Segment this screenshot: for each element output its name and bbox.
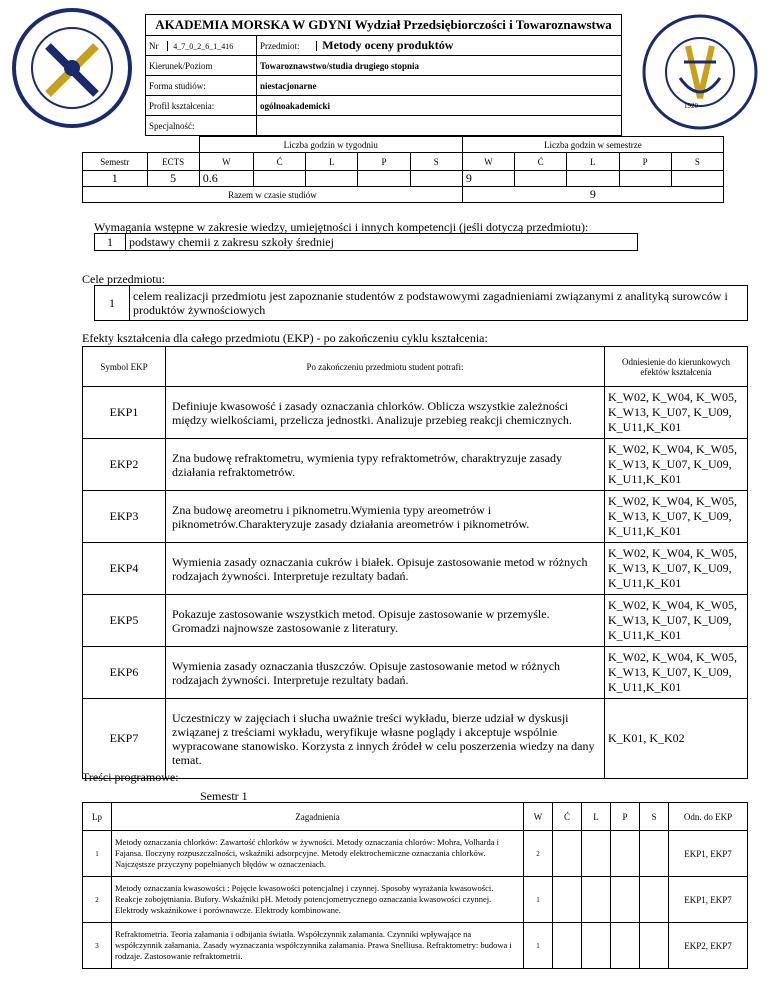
col-symbol: Symbol EKP	[83, 347, 166, 387]
field-label: Kierunek/Poziom	[146, 56, 257, 76]
weekly-hours-label: Liczba godzin w tygodniu	[199, 137, 462, 153]
effect-reference: K_W02, K_W04, K_W05, K_W13, K_U07, K_U09, K_U11,K_K01	[605, 491, 748, 543]
effect-description: Definiuje kwasowość i zasady oznaczania chlorków. Oblicza wszystkie zależności między wielkościami, przelicza jednostki. Analizuje przebieg reakcji chemicznych.	[166, 387, 605, 439]
total-value: 9	[462, 187, 723, 203]
effect-reference: K_W02, K_W04, K_W05, K_W13, K_U07, K_U09, K_U11,K_K01	[605, 647, 748, 699]
col-semestr: Semestr	[83, 153, 148, 171]
content-lp: 2	[83, 877, 112, 923]
content-row	[83, 877, 748, 923]
nr-label: Nr	[146, 41, 168, 51]
document-title: AKADEMIA MORSKA W GDYNI Wydział Przedsiębiorczości i Towaroznawstwa	[146, 15, 622, 36]
effect-reference: K_W02, K_W04, K_W05, K_W13, K_U07, K_U09, K_U11,K_K01	[605, 543, 748, 595]
val-l	[306, 171, 358, 187]
goal-text: celem realizacji przedmiotu jest zapoznanie studentów z podstawowymi zagadnieniami związanymi z analityką surowców i produktów żywnościowych	[130, 286, 748, 321]
col-s-content: S	[640, 803, 669, 831]
col-ekp-ref: Odn. do EKP	[669, 803, 748, 831]
col-lp: Lp	[83, 803, 112, 831]
requirement-text: podstawy chemii z zakresu szkoły średniej	[126, 234, 638, 251]
academy-year: 1920	[684, 102, 698, 110]
effect-symbol: EKP5	[83, 595, 166, 647]
faculty-logo	[8, 6, 136, 134]
content-w: 1	[524, 923, 553, 969]
val-c-sem	[515, 171, 567, 187]
subject-label: Przedmiot:	[257, 41, 317, 51]
effect-row	[83, 387, 748, 439]
effect-description: Wymienia zasady oznaczania cukrów i białek. Opisuje zastosowanie metod w różnych rodzajach żywności. Interpretuje rezultaty badań.	[166, 543, 605, 595]
col-l-sem: L	[567, 153, 619, 171]
hours-table	[82, 136, 724, 203]
effects-heading: Efekty kształcenia dla całego przedmiotu (EKP) - po zakończeniu cyklu kształcenia:	[82, 331, 488, 345]
effect-description: Zna budowę areometru i piknometru.Wymienia typy areometrów i piknometrów.Charakteryzuje zasady działania areometrów i piknometrów.	[166, 491, 605, 543]
form-value: niestacjonarne	[257, 76, 622, 96]
col-s-sem: S	[671, 153, 723, 171]
academy-logo	[640, 6, 760, 134]
spec-label: Specjalność:	[146, 116, 257, 136]
val-w-sem: 9	[462, 171, 514, 187]
nr-value: 4_7_0_2_6_1_416	[173, 41, 234, 51]
content-lp: 1	[83, 831, 112, 877]
content-ekp: EKP2, EKP7	[669, 923, 748, 969]
content-topic: Refraktometria. Teoria załamania i odbijania światła. Współczynnik załamania. Czynniki wpływające na współczynnik załamania. Zasady wyznaczania współczynnika załamania. Prawa Snelliusa. Refraktometry: budowa i rodzaje. Zastosowanie refraktometrii.	[112, 923, 524, 969]
col-topics: Zagadnienia	[112, 803, 524, 831]
val-p-sem	[619, 171, 671, 187]
effect-symbol: EKP4	[83, 543, 166, 595]
col-c-sem: Ć	[515, 153, 567, 171]
effect-row	[83, 647, 748, 699]
effect-description: Uczestniczy w zajęciach i słucha uważnie treści wykładu, bierze udział w dyskusji związanej z treściami wykładu, weryfikuje własne poglądy i akceptuje wspólnie wypracowane stanowisko. Korzysta z innych źródeł w celu poszerzenia wiedzy na dany temat.	[166, 699, 605, 779]
semester-hours-label: Liczba godzin w semestrze	[462, 137, 723, 153]
val-s	[410, 171, 462, 187]
content-w: 2	[524, 831, 553, 877]
val-w: 0.6	[199, 171, 253, 187]
effect-row	[83, 439, 748, 491]
effect-symbol: EKP2	[83, 439, 166, 491]
spec-value	[257, 116, 622, 136]
effect-description: Zna budowę refraktometru, wymienia typy refraktometrów, charaktryzuje zasady działania refraktometrów.	[166, 439, 605, 491]
content-ekp: EKP1, EKP7	[669, 877, 748, 923]
effect-description: Pokazuje zastosowanie wszystkich metod. Opisuje zastosowanie w przemyśle. Gromadzi najnowsze zastosowanie z literatury.	[166, 595, 605, 647]
col-c-content: Ć	[553, 803, 582, 831]
col-p-sem: P	[619, 153, 671, 171]
val-c	[253, 171, 305, 187]
effect-symbol: EKP6	[83, 647, 166, 699]
effect-symbol: EKP3	[83, 491, 166, 543]
col-s: S	[410, 153, 462, 171]
requirement-number: 1	[95, 234, 126, 251]
profile-value: ogólnoakademicki	[257, 96, 622, 116]
requirements-heading: Wymagania wstępne w zakresie wiedzy, umiejętności i innych kompetencji (jeśli dotyczą przedmiotu):	[94, 220, 589, 234]
val-semestr: 1	[83, 171, 148, 187]
effects-table	[82, 346, 748, 779]
effect-reference: K_W02, K_W04, K_W05, K_W13, K_U07, K_U09, K_U11,K_K01	[605, 387, 748, 439]
content-ekp: EKP1, EKP7	[669, 831, 748, 877]
total-label: Razem w czasie studiów	[83, 187, 463, 203]
col-w-content: W	[524, 803, 553, 831]
col-w: W	[199, 153, 253, 171]
val-s-sem	[671, 171, 723, 187]
col-l-content: L	[582, 803, 611, 831]
effect-row	[83, 699, 748, 779]
requirements-table	[94, 233, 638, 251]
content-lp: 3	[83, 923, 112, 969]
effect-symbol: EKP7	[83, 699, 166, 779]
col-l: L	[306, 153, 358, 171]
val-l-sem	[567, 171, 619, 187]
goals-table	[94, 285, 748, 321]
semester-label: Semestr 1	[200, 789, 248, 803]
field-value: Towaroznawstwo/studia drugiego stopnia	[257, 56, 622, 76]
subject-value: Metody oceny produktów	[322, 38, 454, 52]
val-p	[358, 171, 410, 187]
content-row	[83, 831, 748, 877]
goals-heading: Cele przedmiotu:	[82, 272, 165, 286]
content-heading: Treści programowe:	[82, 770, 179, 784]
col-reference: Odniesienie do kierunkowych efektów kształcenia	[605, 347, 748, 387]
col-ects: ECTS	[147, 153, 199, 171]
content-topic: Metody oznaczania chlorków: Zawartość chlorków w żywności. Metody oznaczania chlorów: Mohra, Volharda i Fajansa. Iloczyny rozpuszczalności, wskaźniki adsorpcyjne. Metody elektrochemiczne oznaczania chlorków. Najczęstsze przyczyny popełnianych błędów w oznaczeniach.	[112, 831, 524, 877]
col-c: Ć	[253, 153, 305, 171]
header-table	[145, 14, 622, 136]
col-p-content: P	[611, 803, 640, 831]
val-ects: 5	[147, 171, 199, 187]
col-w-sem: W	[462, 153, 514, 171]
effect-reference: K_K01, K_K02	[605, 699, 748, 779]
content-table	[82, 802, 748, 969]
effect-reference: K_W02, K_W04, K_W05, K_W13, K_U07, K_U09, K_U11,K_K01	[605, 439, 748, 491]
effect-description: Wymienia zasady oznaczania tłuszczów. Opisuje zastosowanie metod w różnych rodzajach żywności. Interpretuje rezultaty badań.	[166, 647, 605, 699]
profile-label: Profil kształcenia:	[146, 96, 257, 116]
effect-symbol: EKP1	[83, 387, 166, 439]
goal-number: 1	[95, 286, 130, 321]
content-w: 1	[524, 877, 553, 923]
col-description: Po zakończeniu przedmiotu student potrafi:	[166, 347, 605, 387]
effect-row	[83, 595, 748, 647]
col-p: P	[358, 153, 410, 171]
content-row	[83, 923, 748, 969]
content-topic: Metody oznaczania kwasowości : Pojęcie kwasowości potencjalnej i czynnej. Sposoby wyrażania kwasowości. Reakcje zobojętniania. Bufory. Wskaźniki pH. Metody potencjometrycznego oznaczania kwasowości czynnej. Elektrody wskaźnikowe i porównawcze. Elektrody kombinowane.	[112, 877, 524, 923]
effect-row	[83, 491, 748, 543]
effect-reference: K_W02, K_W04, K_W05, K_W13, K_U07, K_U09, K_U11,K_K01	[605, 595, 748, 647]
effect-row	[83, 543, 748, 595]
form-label: Forma studiów:	[146, 76, 257, 96]
